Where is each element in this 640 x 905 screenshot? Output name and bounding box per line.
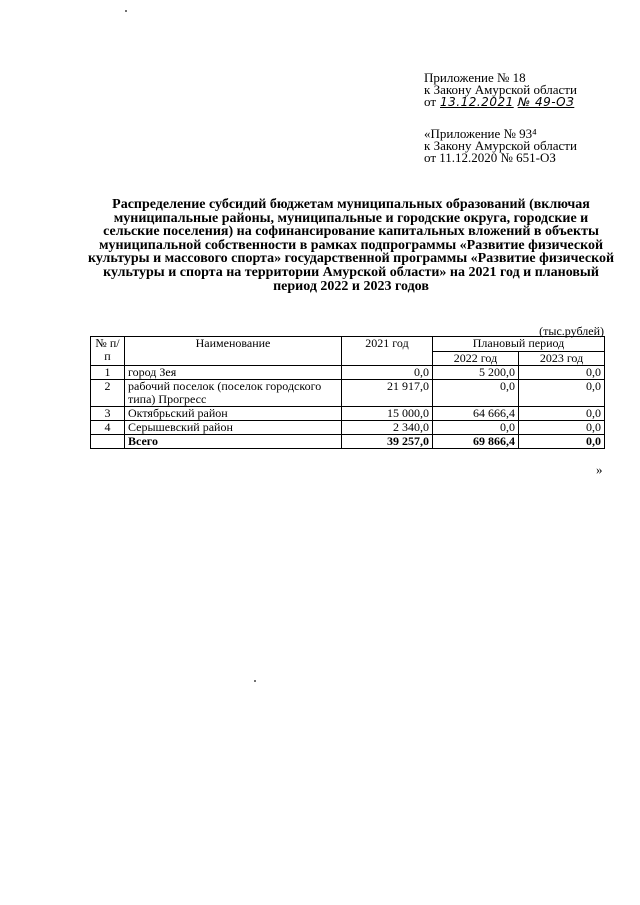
row-num: 1 bbox=[91, 366, 125, 380]
row-2021: 0,0 bbox=[342, 366, 433, 380]
header-2021: 2021 год bbox=[342, 337, 433, 366]
row-2023: 0,0 bbox=[519, 380, 605, 407]
row-2021: 2 340,0 bbox=[342, 421, 433, 435]
reference-title: «Приложение № 93⁴ bbox=[424, 126, 537, 141]
header-2022: 2022 год bbox=[433, 351, 519, 366]
row-2023: 0,0 bbox=[519, 366, 605, 380]
total-2021: 39 257,0 bbox=[342, 435, 433, 449]
table-row bbox=[91, 366, 605, 380]
row-num: 4 bbox=[91, 421, 125, 435]
table-total-row bbox=[91, 435, 605, 449]
appendix-date-prefix: от bbox=[424, 94, 437, 109]
row-name: Серышевский район bbox=[125, 421, 342, 435]
total-label: Всего bbox=[125, 435, 342, 449]
subsidy-table bbox=[90, 336, 605, 449]
header-num: № п/п bbox=[91, 337, 125, 366]
header-planned-period: Плановый период bbox=[433, 337, 605, 352]
total-2022: 69 866,4 bbox=[433, 435, 519, 449]
total-num bbox=[91, 435, 125, 449]
row-2022: 0,0 bbox=[433, 380, 519, 407]
reference-date: от 11.12.2020 № 651-ОЗ bbox=[424, 150, 556, 165]
appendix-header bbox=[424, 72, 577, 108]
row-name: рабочий поселок (поселок городского типа) Прогресс bbox=[125, 380, 342, 407]
units-label: (тыс.рублей) bbox=[539, 324, 604, 338]
header-2023: 2023 год bbox=[519, 351, 605, 366]
document-title: Распределение субсидий бюджетам муниципальных образований (включая муниципальные районы, муниципальные и городские округа, городские и сельские поселения) на софинансирование капитальных вложений в объекты муниципальной собственности в рамках подпрограммы «Развитие физической культуры и массового спорта» государственной программы «Развитие физической культуры и спорта на территории Амурской области» на 2021 год и плановый период 2022 и 2023 годов bbox=[87, 197, 615, 294]
table-row bbox=[91, 421, 605, 435]
scan-speck bbox=[254, 680, 256, 682]
total-2023: 0,0 bbox=[519, 435, 605, 449]
appendix-law: к Закону Амурской области bbox=[424, 82, 577, 97]
closing-quote: » bbox=[596, 462, 603, 477]
handwritten-number: № 49-ОЗ bbox=[517, 95, 575, 109]
table-header-row bbox=[91, 337, 605, 352]
row-num: 3 bbox=[91, 407, 125, 421]
appendix-date-line bbox=[424, 96, 577, 108]
table-row bbox=[91, 380, 605, 407]
appendix-title: Приложение № 18 bbox=[424, 70, 526, 85]
row-2022: 64 666,4 bbox=[433, 407, 519, 421]
header-name: Наименование bbox=[125, 337, 342, 366]
table-row bbox=[91, 407, 605, 421]
row-name: Октябрьский район bbox=[125, 407, 342, 421]
row-2023: 0,0 bbox=[519, 421, 605, 435]
reference-law: к Закону Амурской области bbox=[424, 138, 577, 153]
reference-header bbox=[424, 128, 577, 164]
scan-speck bbox=[125, 10, 127, 12]
row-name: город Зея bbox=[125, 366, 342, 380]
row-2021: 15 000,0 bbox=[342, 407, 433, 421]
row-2022: 0,0 bbox=[433, 421, 519, 435]
row-2022: 5 200,0 bbox=[433, 366, 519, 380]
row-num: 2 bbox=[91, 380, 125, 407]
row-2021: 21 917,0 bbox=[342, 380, 433, 407]
handwritten-date: 13.12.2021 bbox=[440, 95, 514, 109]
row-2023: 0,0 bbox=[519, 407, 605, 421]
